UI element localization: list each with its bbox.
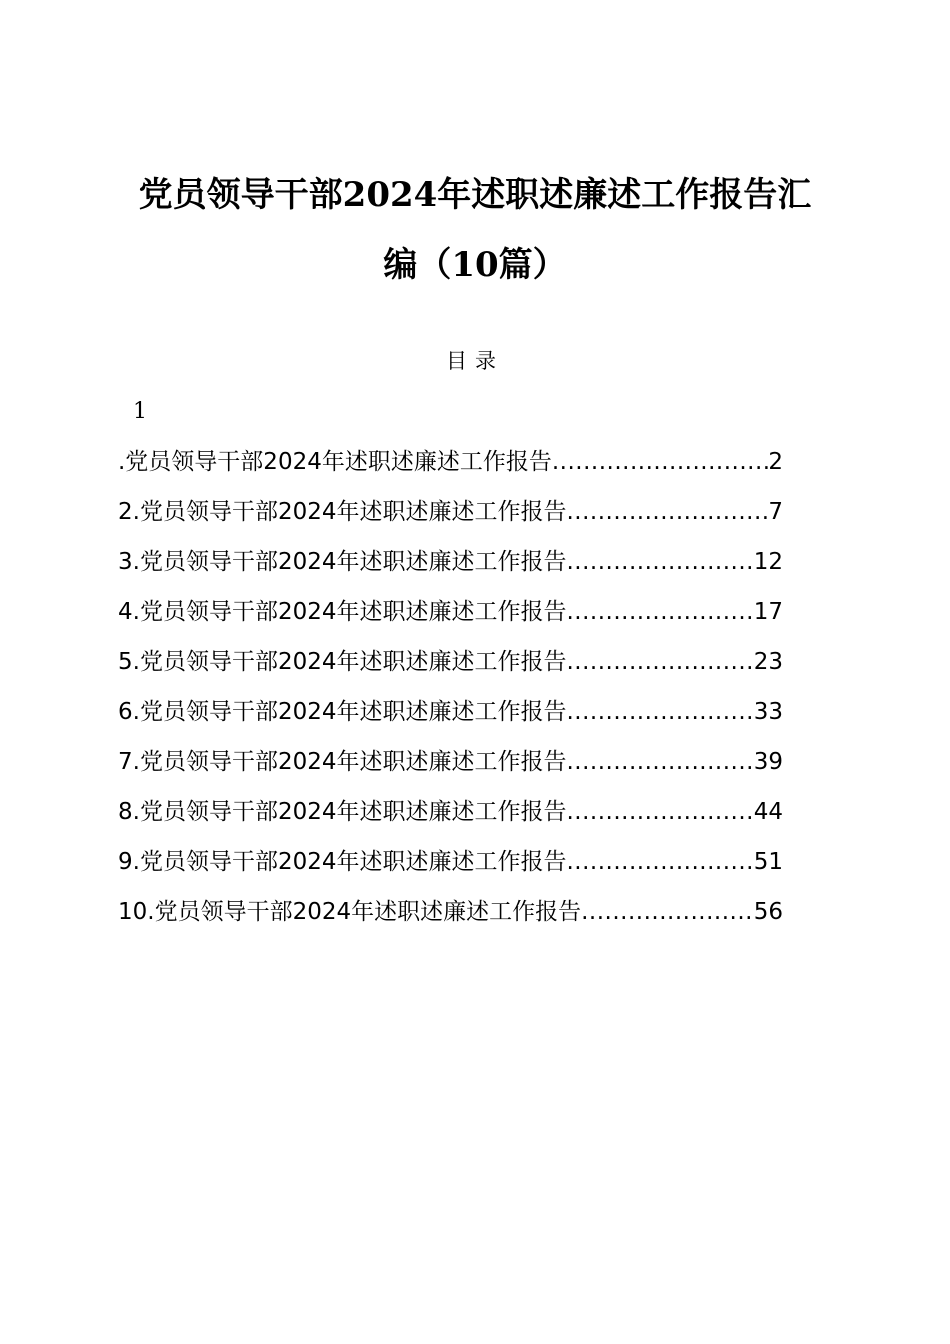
toc-dot-leader bbox=[566, 644, 753, 680]
toc-entry-label: 7.党员领导干部2024年述职述廉述工作报告 bbox=[118, 749, 567, 775]
toc-dot-leader bbox=[552, 444, 769, 480]
document-title-line-2: 编（10篇） bbox=[383, 245, 567, 285]
document-title bbox=[110, 160, 840, 300]
toc-entry-page: 2 bbox=[768, 449, 783, 475]
toc-entry-page: 33 bbox=[753, 699, 783, 725]
toc-dot-leader bbox=[566, 694, 753, 730]
toc-entry-10[interactable] bbox=[118, 894, 783, 944]
toc-entry-label: 5.党员领导干部2024年述职述廉述工作报告 bbox=[118, 649, 567, 675]
toc-entry-label: 9.党员领导干部2024年述职述廉述工作报告 bbox=[118, 849, 567, 875]
toc-entry-2[interactable] bbox=[118, 494, 783, 544]
toc-entry-6[interactable] bbox=[118, 694, 783, 744]
toc-entry-label: 8.党员领导干部2024年述职述廉述工作报告 bbox=[118, 799, 567, 825]
toc-dot-leader bbox=[581, 894, 754, 930]
toc-dot-leader bbox=[566, 494, 768, 530]
toc-dot-leader bbox=[566, 594, 753, 630]
table-of-contents bbox=[118, 444, 783, 944]
document-title-line-1: 党员领导干部2024年述职述廉述工作报告汇 bbox=[138, 175, 812, 215]
toc-entry-page: 51 bbox=[753, 849, 783, 875]
toc-entry-4[interactable] bbox=[118, 594, 783, 644]
toc-entry-3[interactable] bbox=[118, 544, 783, 594]
toc-entry-5[interactable] bbox=[118, 644, 783, 694]
toc-entry-label: .党员领导干部2024年述职述廉述工作报告 bbox=[118, 449, 552, 475]
toc-heading: 目录 bbox=[446, 349, 504, 373]
toc-entry-page: 23 bbox=[753, 649, 783, 675]
toc-entry-page: 7 bbox=[768, 499, 783, 525]
toc-entry-label: 3.党员领导干部2024年述职述廉述工作报告 bbox=[118, 549, 567, 575]
toc-dot-leader bbox=[566, 844, 753, 880]
toc-entry-7[interactable] bbox=[118, 744, 783, 794]
toc-entry-label: 2.党员领导干部2024年述职述廉述工作报告 bbox=[118, 499, 567, 525]
toc-dot-leader bbox=[566, 544, 753, 580]
toc-entry-label: 10.党员领导干部2024年述职述廉述工作报告 bbox=[118, 899, 582, 925]
toc-dot-leader bbox=[566, 794, 753, 830]
toc-stray-number: 1 bbox=[133, 399, 147, 424]
toc-entry-1[interactable] bbox=[118, 444, 783, 494]
toc-dot-leader bbox=[566, 744, 753, 780]
toc-entry-page: 56 bbox=[753, 899, 783, 925]
toc-entry-page: 12 bbox=[753, 549, 783, 575]
toc-entry-label: 4.党员领导干部2024年述职述廉述工作报告 bbox=[118, 599, 567, 625]
toc-entry-page: 39 bbox=[753, 749, 783, 775]
toc-entry-page: 44 bbox=[753, 799, 783, 825]
toc-entry-label: 6.党员领导干部2024年述职述廉述工作报告 bbox=[118, 699, 567, 725]
toc-entry-8[interactable] bbox=[118, 794, 783, 844]
toc-entry-9[interactable] bbox=[118, 844, 783, 894]
toc-entry-page: 17 bbox=[753, 599, 783, 625]
